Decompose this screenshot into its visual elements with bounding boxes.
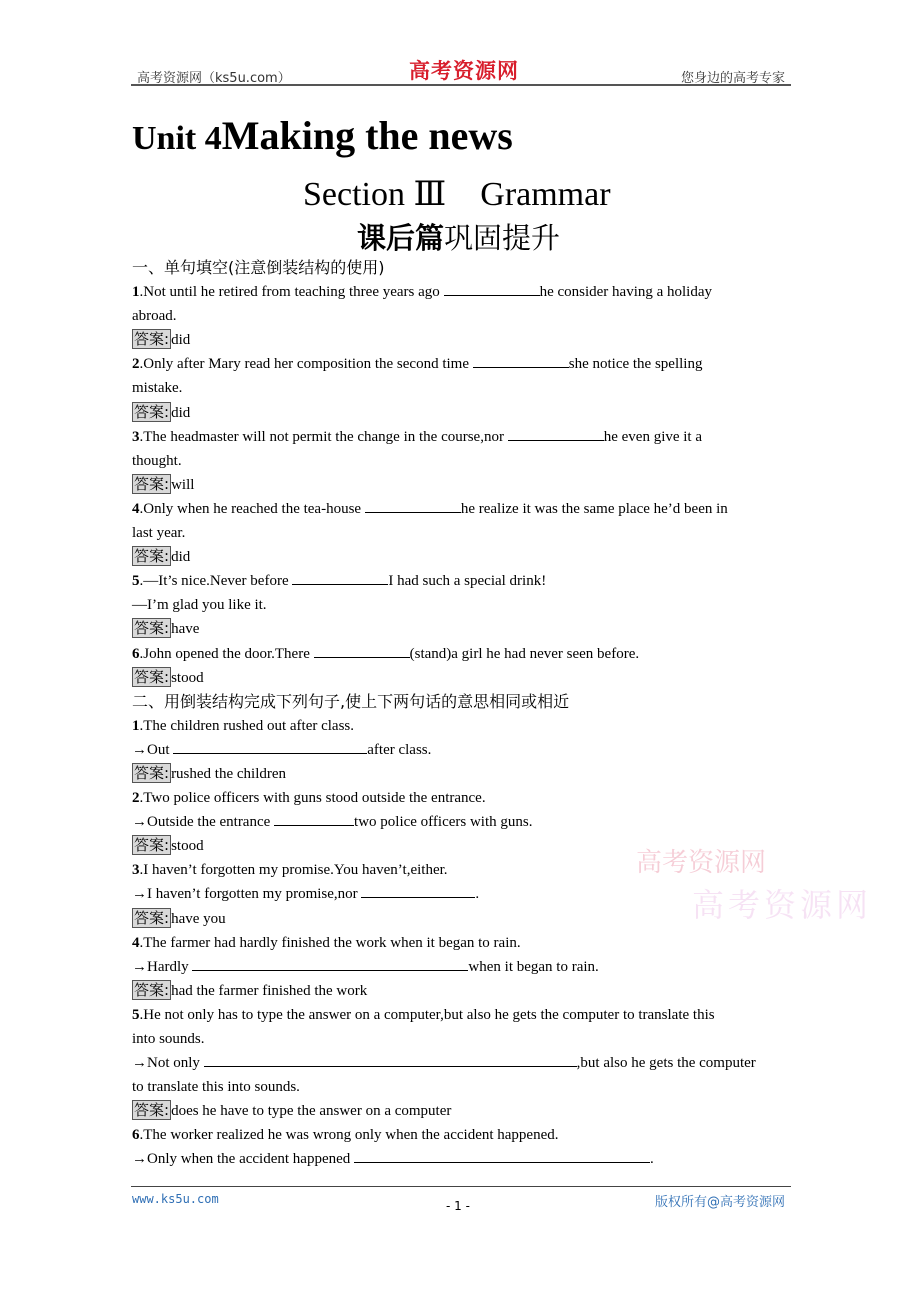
answer-row: 答案: stood [134,836,204,855]
header-logo: 高考资源网 [409,58,519,83]
footer-divider [131,1186,791,1187]
answer-badge: 答案: [134,836,170,855]
question: 3.The headmaster will not permit the change in the course,nor he even give it a [132,425,792,449]
question: 4.Only when he reached the tea-house he realize it was the same place he’d been in [132,497,792,521]
question: 6.The worker realized he was wrong only when the accident happened. [132,1127,559,1144]
answer-row: 答案: did [134,547,191,566]
worksheet-content: 一、单句填空(注意倒装结构的使用) 1.Not until he retired from teaching three years ago he consider having a holiday abroad. 答案: did 2.Only after Mary read her composition the second time she notice the spelling mistake. 答案: did 3.The headmaster will not permit the change in the course,nor he even give it a thought. 答案: will 4.Only when he reached the tea-house he realize it was the same place he’d been in last year. 答案: did 5.—It’s nice.Never before I had such a special drink! —I’m glad you like it. 答案: have 6.John opened the door.There (stand)a girl he had never seen before. 答案: stood 二、用倒装结构完成下列句子,使上下两句话的意思相同或相近 1.The children rushed out after class. →Out after class. 答案: rushed the children 2.Two police officers with guns stood outside the entrance. →Outside the entrance two police officers with guns. 答案: stood 3.I haven’t forgotten my promise.You haven’t,either. →I haven’t forgotten my promise,nor . 答案: have you 4.The farmer had hardly finished the work when it began to rain. →Hardly when it began to rain. 答案: had the farmer finished the work 5.He not only has to type the answer on a computer,but also he gets the computer to translate this into sounds. →Not only ,but also he gets the computer to translate this into sounds. 答案: does he have to type the answer on a computer 6.The worker realized he was wrong only when the accident happened. →Only when the accident happened . [132,256,792,1172]
answer-row: 答案: have you [134,908,226,927]
question: 1.Not until he retired from teaching three years ago he consider having a holiday [132,280,792,304]
watermark-logo: 高考资源网 [692,886,873,924]
answer-blank [361,883,475,898]
section-title: Section Ⅲ Grammar [303,176,611,213]
question: 2.Two police officers with guns stood outside the entrance. [132,790,486,807]
answer-row: 答案: have [134,619,200,638]
header-slogan: 您身边的高考专家 [680,71,785,86]
answer-blank [444,281,540,296]
rewrite-line: →I haven’t forgotten my promise,nor . [132,882,792,906]
answer-blank [292,570,388,585]
answer-row: 答案: did [134,402,191,421]
question: 3.I haven’t forgotten my promise.You haven’t,either. [132,862,448,879]
answer-blank [473,353,569,368]
answer-row: 答案: stood [134,667,204,686]
question: 1.The children rushed out after class. [132,717,355,734]
answer-blank [173,739,367,754]
answer-badge: 答案: [134,1101,170,1120]
answer-row: 答案: rushed the children [134,763,287,782]
rewrite-line: →Out after class. [132,738,792,762]
unit-title: Unit 4Making the news [132,113,513,158]
rewrite-line: →Not only ,but also he gets the computer [132,1051,792,1075]
answer-blank [204,1052,577,1067]
footer-copyright: 版权所有@高考资源网 [654,1195,785,1210]
part1-heading: 一、单句填空(注意倒装结构的使用) [132,258,385,277]
question: 5.—It’s nice.Never before I had such a special drink! [132,569,792,593]
answer-badge: 答案: [134,980,170,999]
answer-badge: 答案: [134,619,170,638]
watermark-logo: 高考资源网 [636,848,767,878]
answer-blank [365,498,461,513]
question: 5.He not only has to type the answer on a computer,but also he gets the computer to translate this [132,1006,715,1023]
question: 4.The farmer had hardly finished the work when it began to rain. [132,934,521,951]
part2-heading: 二、用倒装结构完成下列句子,使上下两句话的意思相同或相近 [132,691,570,711]
answer-badge: 答案: [134,330,170,349]
answer-blank [314,643,410,658]
question: 6.John opened the door.There (stand)a girl he had never seen before. [132,642,792,666]
page-footer [131,1186,791,1216]
footer-url-link[interactable]: www.ks5u.com [132,1192,219,1206]
answer-badge: 答案: [134,474,170,493]
answer-row: 答案: did [134,330,191,349]
answer-row: 答案: had the farmer finished the work [134,980,368,999]
rewrite-line: →Hardly when it began to rain. [132,955,792,979]
answer-blank [192,956,468,971]
question: 2.Only after Mary read her composition the second time she notice the spelling [132,352,792,376]
answer-blank [508,426,604,441]
answer-badge: 答案: [134,908,170,927]
answer-badge: 答案: [134,763,170,782]
answer-row: 答案: will [134,474,195,493]
header-divider [131,84,791,86]
page-header [131,55,791,87]
rewrite-line: →Outside the entrance two police officers with guns. [132,810,792,834]
answer-badge: 答案: [134,667,170,686]
answer-blank [274,811,354,826]
answer-badge: 答案: [134,547,170,566]
answer-badge: 答案: [134,402,170,421]
subtitle: 课后篇巩固提升 [357,221,561,255]
answer-blank [354,1148,650,1163]
page-number: - 1 - [446,1199,470,1213]
header-site-name: 高考资源网（ks5u.com） [137,71,291,86]
rewrite-line: →Only when the accident happened . [132,1147,792,1171]
answer-row: 答案: does he have to type the answer on a computer [134,1101,452,1120]
